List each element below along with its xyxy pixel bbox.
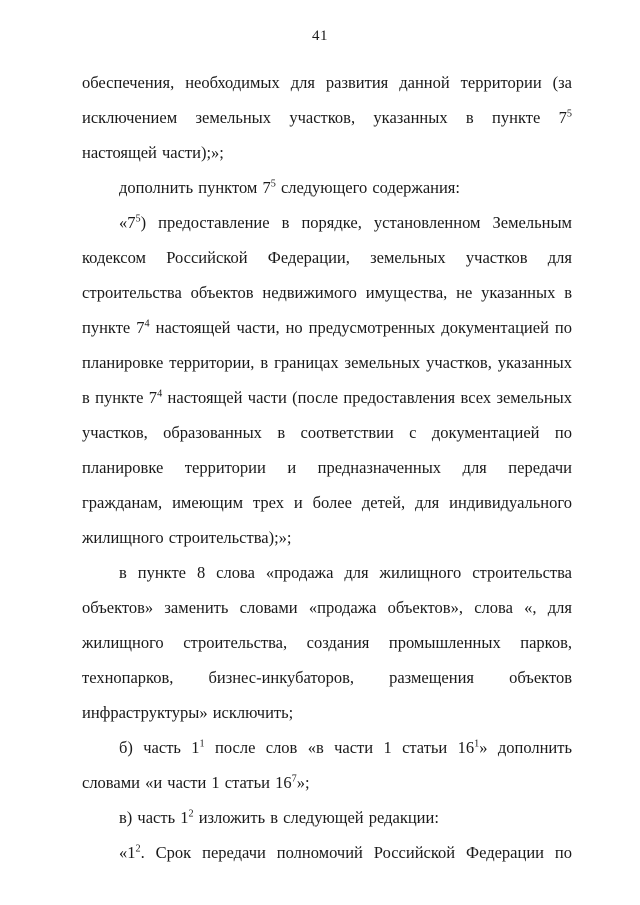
paragraph: в пункте 8 слова «продажа для жилищного строительства объектов» заменить словами «продажа объектов», слова «, для жилищного строительства, создания промышленных парков, технопарков, бизнес-инкубаторов, размещения объектов инфраструктуры» исключить; [82, 563, 572, 722]
superscript: 1 [199, 738, 205, 750]
superscript: 2 [135, 843, 141, 855]
superscript: 5 [135, 213, 141, 225]
paragraph: «$7^5$) предоставление в порядке, установленном Земельным кодексом Российской Федерации, земельных участков для строительства объектов недвижимого имущества, не указанных в пункте $7^4$ настоящей части, но предусмотренных документацией по планировке территории, в границах земельных участков, указанных в пункте $7^4$ настоящей части (после предоставления всех земельных участков, образованных в соответствии с документацией по планировке территории и предназначенных для передачи гражданам, имеющим трех и более детей, для индивидуального жилищного строительства);»; [82, 213, 572, 547]
superscript: 4 [157, 388, 163, 400]
document-body [0, 45, 640, 870]
superscript: 1 [474, 738, 480, 750]
paragraph: «$1^2$. Срок передачи полномочий Российской Федерации по [119, 843, 572, 862]
superscript: 5 [270, 178, 276, 190]
paragraph: б) часть $1^1$ после слов «в части 1 статьи $16^1$» дополнить словами «и части 1 статьи $16^7$»; [82, 738, 572, 792]
paragraph: в) часть $1^2$ изложить в следующей редакции: [119, 808, 439, 827]
paragraph: дополнить пунктом $7^5$ следующего содержания: [119, 178, 460, 197]
superscript: 7 [291, 773, 297, 785]
superscript: 4 [144, 318, 150, 330]
paragraph: обеспечения, необходимых для развития данной территории (за исключением земельных участков, указанных в пункте $7^5$ настоящей части);»; [82, 73, 572, 162]
superscript: 2 [188, 808, 194, 820]
page-number: 41 [312, 28, 328, 44]
superscript: 5 [566, 108, 572, 120]
